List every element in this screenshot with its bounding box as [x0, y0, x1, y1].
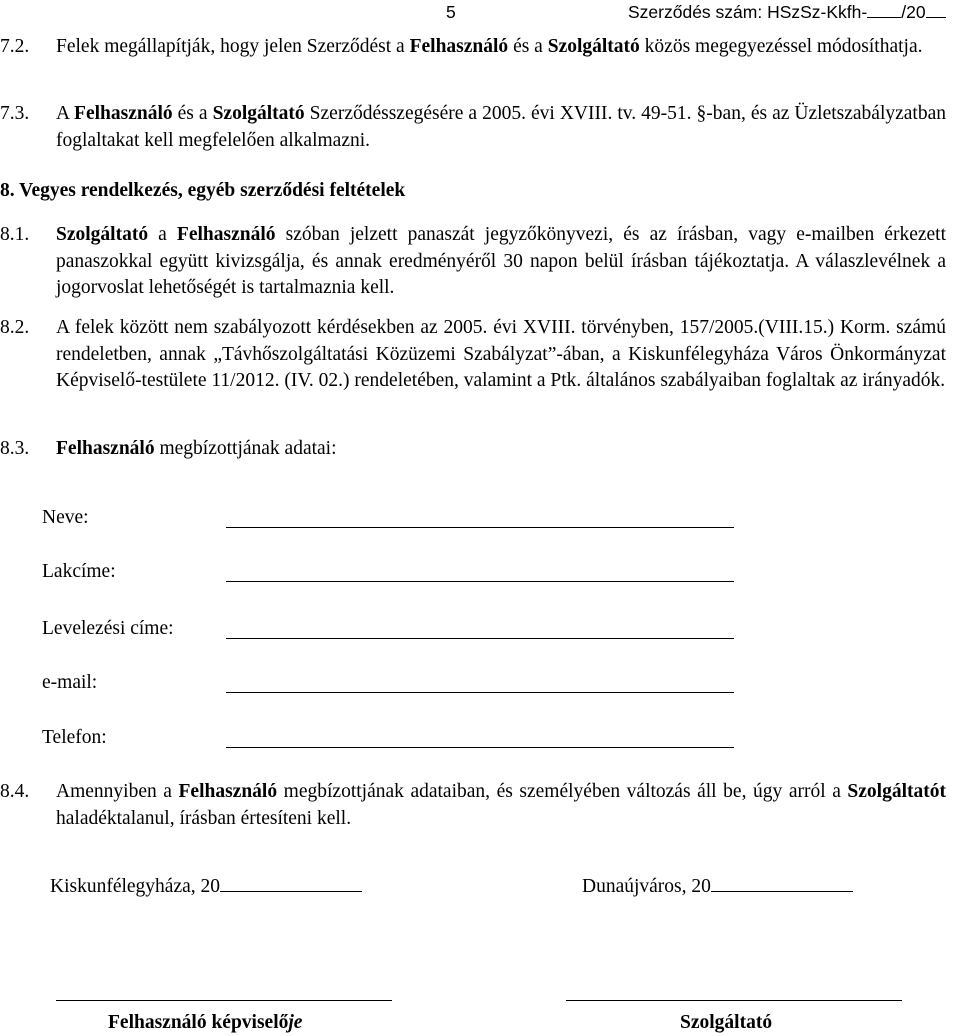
address-label: Lakcíme:	[42, 561, 116, 582]
phone-label: Telefon:	[42, 727, 107, 748]
contract-number-label: Szerződés szám: HSzSz-Kkfh- /20	[628, 2, 946, 23]
address-line[interactable]	[226, 581, 734, 582]
signature-name-left: Felhasználó képviselője	[108, 1012, 303, 1033]
contract-number-blank	[867, 16, 901, 18]
date-blank-right[interactable]	[711, 890, 853, 892]
name-label: Neve:	[42, 507, 89, 528]
signature-name-right: Szolgáltató	[680, 1012, 773, 1033]
section-8-title: 8. Vegyes rendelkezés, egyéb szerződési feltételek	[0, 180, 406, 201]
place-date-right: Dunaújváros, 20	[582, 876, 853, 898]
paragraph-8-2: 8.2. A felek között nem szabályozott kérdésekben az 2005. évi XVIII. törvényben, 157/2005.(VIII.15.) Korm. számú rendeletben, annak „Távhőszolgáltatási Közüzemi Szabályzat”-ában, a Kiskunfélegyháza Város Önkormányzat Képviselő-testülete 11/2012. (IV. 02.) rendeletében, valamint a Ptk. általános szabályaiban foglaltak az irányadók.	[0, 317, 946, 391]
paragraph-8-3: 8.3. Felhasználó megbízottjának adatai:	[0, 438, 337, 459]
email-label: e-mail:	[42, 672, 98, 693]
paragraph-7-2: 7.2. Felek megállapítják, hogy jelen Szerződést a Felhasználó és a Szolgáltató közös megegyezéssel módosíthatja.	[0, 36, 923, 57]
signature-line-left[interactable]	[56, 1000, 392, 1001]
date-blank-left[interactable]	[220, 890, 362, 892]
place-date-left: Kiskunfélegyháza, 20	[50, 876, 362, 898]
email-line[interactable]	[226, 692, 734, 693]
paragraph-8-4: 8.4. Amennyiben a Felhasználó megbízottjának adataiban, és személyében változás áll be, úgy arról a Szolgáltatót haladéktalanul, írásban értesíteni kell.	[0, 781, 946, 829]
mail-address-label: Levelezési címe:	[42, 618, 174, 639]
signature-line-right[interactable]	[566, 1000, 902, 1001]
contract-year-blank	[926, 16, 946, 18]
paragraph-8-1: 8.1. Szolgáltató a Felhasználó szóban jelzett panaszát jegyzőkönyvezi, és az írásban, vagy e-mailben érkezett panaszokkal együtt kivizsgálja, és annak eredményéről 30 napon belül írásban tájékoztatja. A válaszlevélnek a jogorvoslat lehetőségét is tartalmaznia kell.	[0, 224, 946, 298]
paragraph-7-3: 7.3. A Felhasználó és a Szolgáltató Szerződésszegésére a 2005. évi XVIII. tv. 49-51. §-ban, és az Üzletszabályzatban foglaltakat kell megfelelően alkalmazni.	[0, 103, 946, 151]
phone-line[interactable]	[226, 747, 734, 748]
page-number: 5	[446, 2, 456, 22]
mail-address-line[interactable]	[226, 638, 734, 639]
name-line[interactable]	[226, 527, 734, 528]
